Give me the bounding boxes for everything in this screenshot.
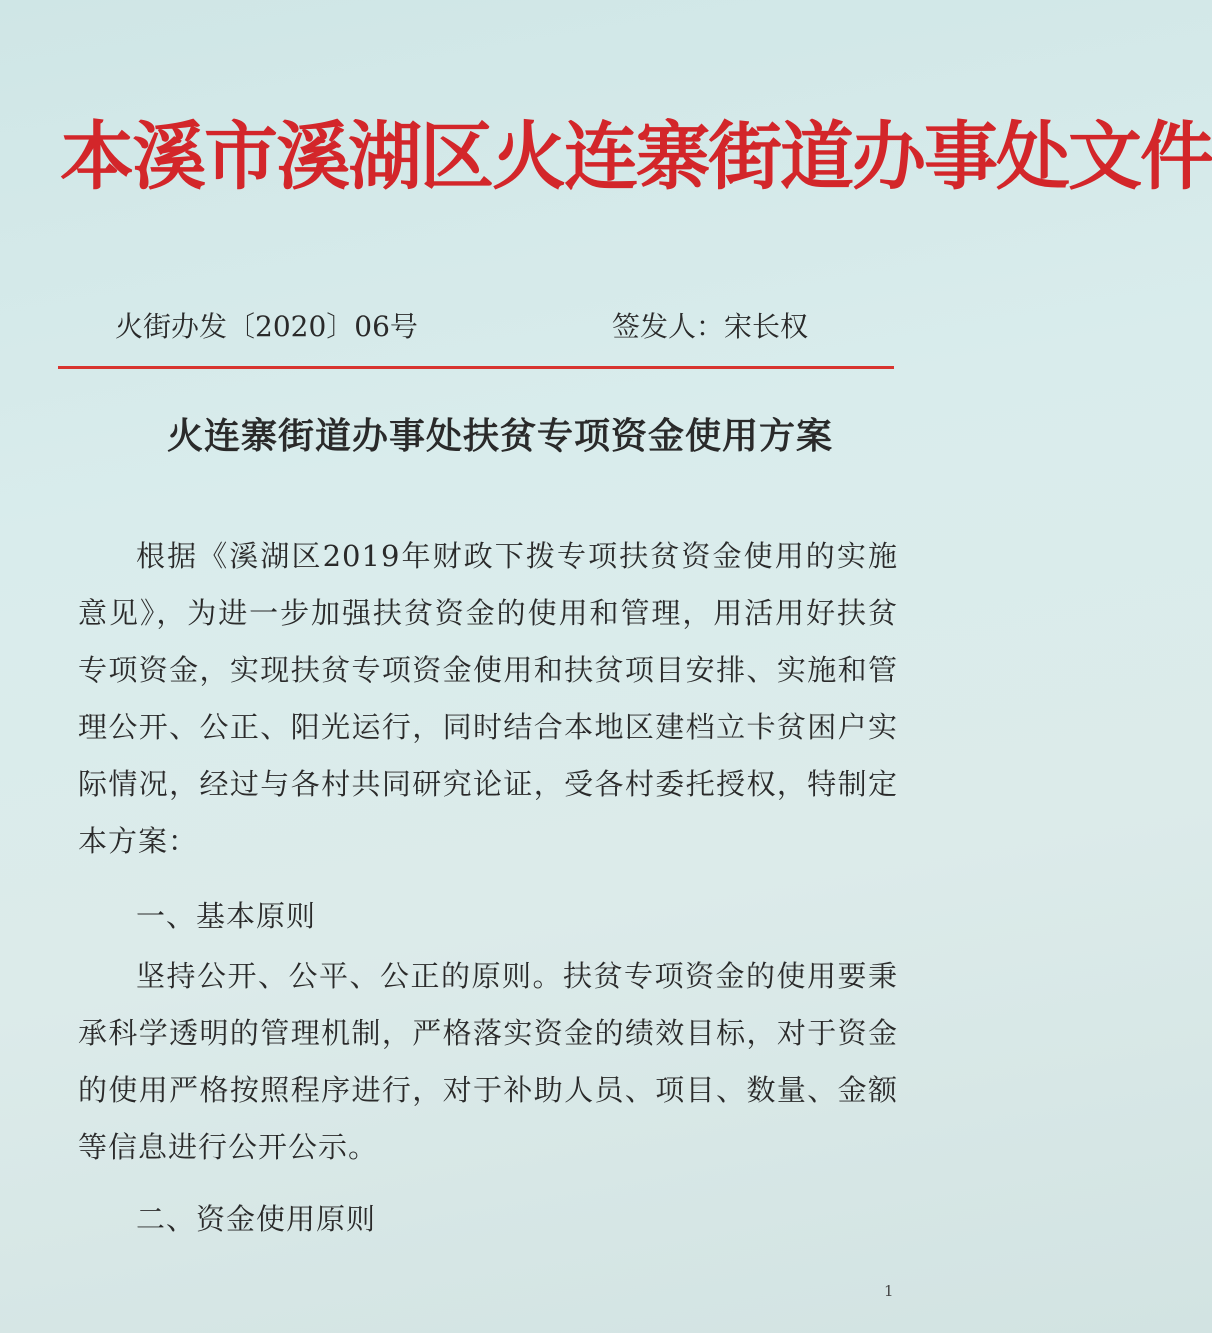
section-paragraph: 坚持公开、公平、公正的原则。扶贫专项资金的使用要秉承科学透明的管理机制，严格落实资金的绩效目标，对于资金的使用严格按照程序进行，对于补助人员、项目、数量、金额等信息进行公开公示。 [78, 959, 898, 1164]
section-heading: 一、基本原则 [136, 899, 317, 933]
intro-block [78, 528, 898, 870]
intro-paragraph: 根据《溪湖区2019年财政下拨专项扶贫资金使用的实施意见》，为进一步加强扶贫资金的使用和管理，用活用好扶贫专项资金，实现扶贫专项资金使用和扶贫项目安排、实施和管理公开、公正、阳光运行，同时结合本地区建档立卡贫困户实际情况，经过与各村共同研究论证，受各村委托授权，特制定本方案： [78, 539, 898, 858]
page-number: 1 [884, 1282, 894, 1300]
signer: 签发人：宋长权 [612, 310, 809, 343]
document-title: 火连寨街道办事处扶贫专项资金使用方案 [166, 416, 833, 457]
org-header: 本溪市溪湖区火连寨街道办事处文件 [60, 114, 1212, 200]
red-divider [58, 366, 894, 369]
section-heading: 二、资金使用原则 [136, 1202, 377, 1236]
document-number: 火街办发〔2020〕06号 [115, 310, 418, 343]
section2-heading-block [78, 1191, 898, 1248]
section1-block [78, 948, 898, 1176]
section1-heading-block [78, 888, 898, 945]
